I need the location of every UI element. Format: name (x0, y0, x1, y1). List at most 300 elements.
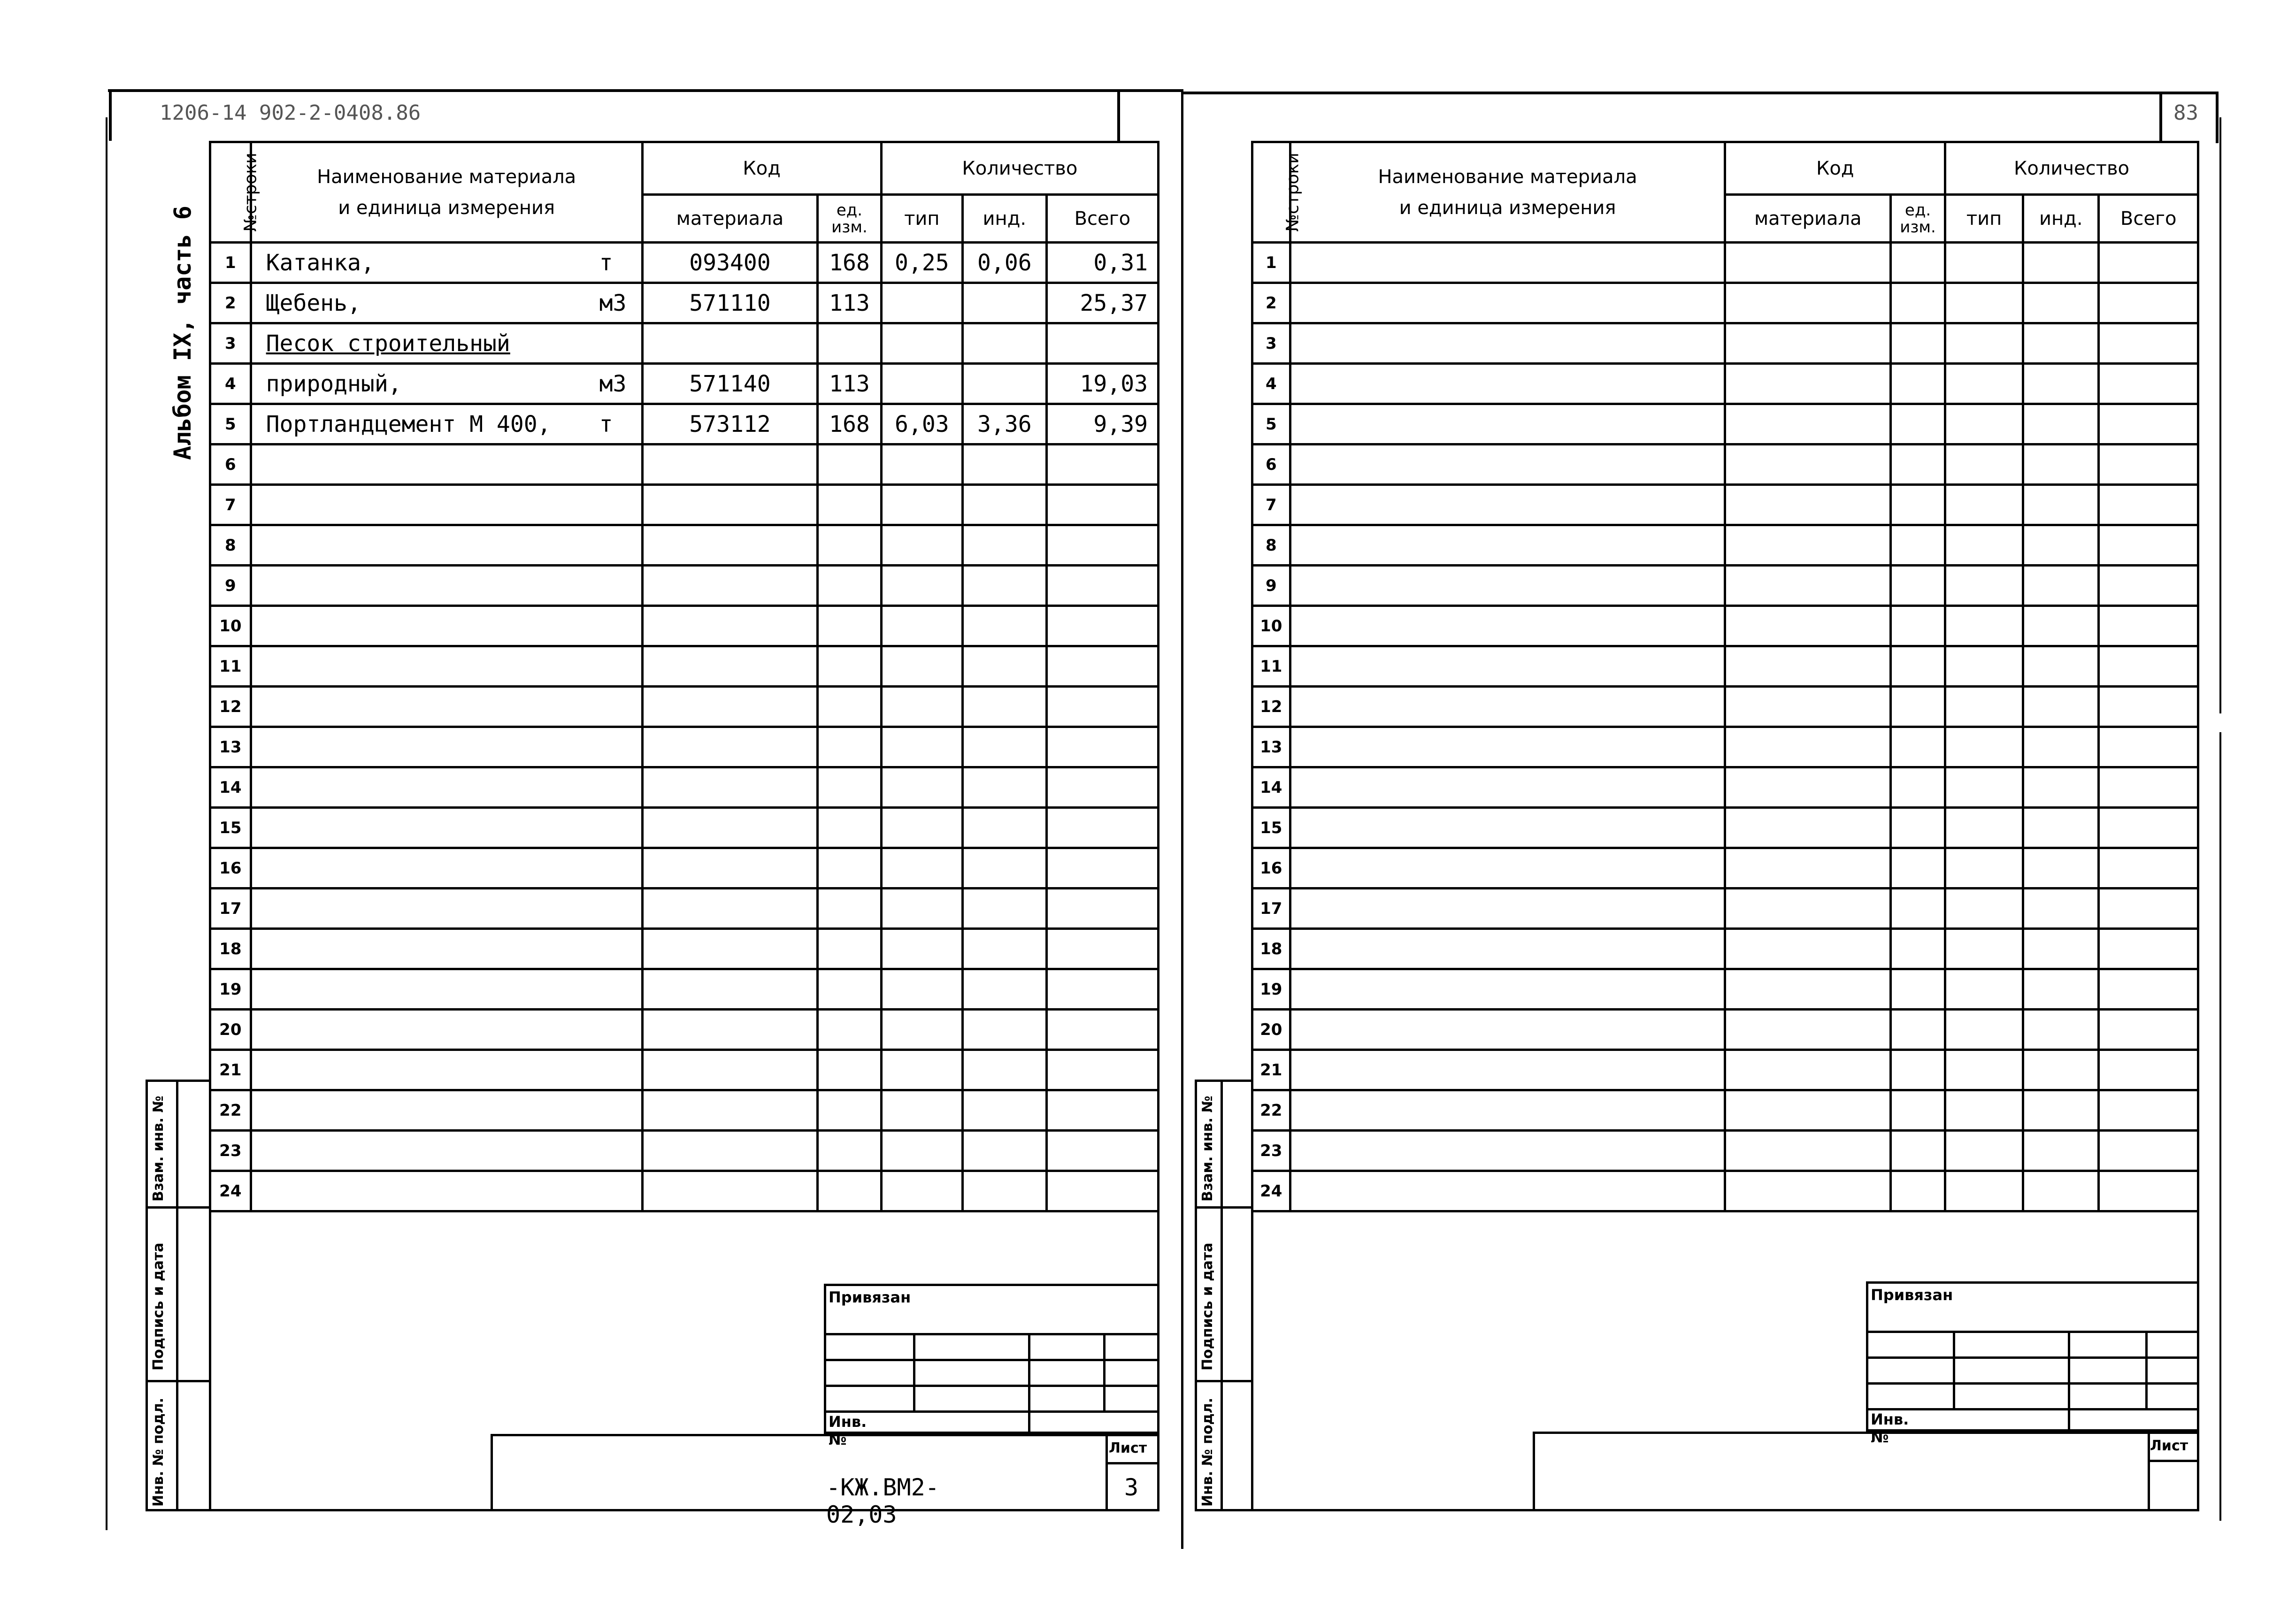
table-row (210, 969, 1159, 1010)
material-code (1725, 1090, 1891, 1131)
total-qty: 19,03 (1046, 364, 1158, 404)
total-qty (2099, 808, 2198, 848)
total-qty (1046, 767, 1158, 808)
total-qty (1046, 606, 1158, 646)
material-name-text: Катанка, (266, 249, 375, 276)
ind-qty (962, 525, 1046, 566)
ind-qty (2023, 929, 2099, 969)
album-label: Альбом IX, часть 6 (169, 206, 196, 460)
table-row (210, 808, 1159, 848)
row-number: 15 (1252, 808, 1290, 848)
code-header: Код (1725, 142, 1945, 195)
row-number: 13 (210, 727, 251, 767)
type-qty (1945, 283, 2023, 323)
unit-code (1891, 444, 1945, 485)
ind-qty (962, 969, 1046, 1010)
material-code (1725, 364, 1891, 404)
ind-qty (962, 1131, 1046, 1171)
total-qty (2099, 243, 2198, 283)
unit-code: 168 (818, 404, 881, 444)
row-number: 3 (1252, 323, 1290, 364)
table-row (1252, 364, 2198, 404)
material-name (251, 767, 642, 808)
material-name (1290, 848, 1725, 889)
material-name-text: природный, (266, 370, 402, 397)
type-qty (1945, 808, 2023, 848)
unit-code (1891, 243, 1945, 283)
total-qty (2099, 283, 2198, 323)
material-name (1290, 969, 1725, 1010)
type-qty (881, 364, 962, 404)
unit-code (1891, 848, 1945, 889)
material-code (1725, 929, 1891, 969)
left-title-block (491, 1434, 1159, 1511)
type-qty (881, 525, 962, 566)
total-qty (1046, 969, 1158, 1010)
right-vzam-label: Взам. инв. № (1199, 1095, 1216, 1202)
row-number: 8 (1252, 525, 1290, 566)
table-row (210, 1010, 1159, 1050)
total-qty (2099, 1090, 2198, 1131)
type-qty (1945, 404, 2023, 444)
table-row (210, 727, 1159, 767)
left-sheet-label: Лист (1109, 1440, 1147, 1456)
material-name (251, 283, 642, 323)
material-code (642, 566, 818, 606)
table-row (210, 646, 1159, 687)
unit-code (1891, 606, 1945, 646)
ind-qty (2023, 1090, 2099, 1131)
material-code (642, 646, 818, 687)
unit-code (818, 323, 881, 364)
material-code (642, 525, 818, 566)
table-row (1252, 485, 2198, 525)
quantity-header: Количество (881, 142, 1158, 195)
material-name (251, 727, 642, 767)
ind-qty (2023, 889, 2099, 929)
table-row (1252, 1090, 2198, 1131)
material-name (1290, 1050, 1725, 1090)
table-row (210, 444, 1159, 485)
table-row (1252, 929, 2198, 969)
material-name (251, 323, 642, 364)
material-name (1290, 444, 1725, 485)
unit-code (1891, 364, 1945, 404)
unit-code (1891, 687, 1945, 727)
unit-code: 113 (818, 364, 881, 404)
table-row (1252, 1010, 2198, 1050)
row-number: 14 (1252, 767, 1290, 808)
table-row (1252, 1171, 2198, 1211)
ind-qty (2023, 767, 2099, 808)
row-number: 10 (210, 606, 251, 646)
total-qty (2099, 485, 2198, 525)
unit-code (1891, 1050, 1945, 1090)
unit-code (818, 727, 881, 767)
material-name (1290, 606, 1725, 646)
unit-code (1891, 727, 1945, 767)
material-code (1725, 808, 1891, 848)
material-name (1290, 889, 1725, 929)
material-unit: т (599, 249, 613, 276)
unit-code (818, 1090, 881, 1131)
unit-code: 168 (818, 243, 881, 283)
row-number: 21 (210, 1050, 251, 1090)
material-name (1290, 767, 1725, 808)
type-qty (1945, 687, 2023, 727)
row-number: 7 (210, 485, 251, 525)
ind-qty (962, 1010, 1046, 1050)
material-code: 093400 (642, 243, 818, 283)
unit-code (1891, 646, 1945, 687)
material-name (251, 525, 642, 566)
left-materials-table (209, 141, 1159, 1212)
material-code (642, 969, 818, 1010)
total-qty: 9,39 (1046, 404, 1158, 444)
type-qty (881, 1010, 962, 1050)
type-qty (1945, 323, 2023, 364)
table-row (210, 848, 1159, 889)
row-number: 1 (1252, 243, 1290, 283)
material-name (251, 404, 642, 444)
right-materials-table (1251, 141, 2199, 1212)
type-qty (1945, 1010, 2023, 1050)
material-name (251, 566, 642, 606)
material-name (251, 1010, 642, 1050)
total-qty (2099, 848, 2198, 889)
type-qty (1945, 525, 2023, 566)
ind-qty (962, 485, 1046, 525)
ind-qty (962, 767, 1046, 808)
ind-qty (962, 646, 1046, 687)
type-qty (1945, 1131, 2023, 1171)
material-code (642, 1131, 818, 1171)
material-code (1725, 566, 1891, 606)
material-code (1725, 646, 1891, 687)
ind-qty (2023, 243, 2099, 283)
type-qty (881, 1050, 962, 1090)
unit-code (818, 929, 881, 969)
total-qty (2099, 767, 2198, 808)
total-qty (2099, 606, 2198, 646)
row-number: 6 (210, 444, 251, 485)
row-number: 1 (210, 243, 251, 283)
ind-qty (2023, 727, 2099, 767)
type-qty (881, 1090, 962, 1131)
material-name (1290, 243, 1725, 283)
material-code (1725, 323, 1891, 364)
material-code: 571140 (642, 364, 818, 404)
material-code (1725, 767, 1891, 808)
unit-code (818, 525, 881, 566)
table-row (1252, 889, 2198, 929)
material-name (1290, 525, 1725, 566)
material-name-header: Наименование материала и единица измерения (251, 142, 642, 243)
table-row (1252, 566, 2198, 606)
unit-code: 113 (818, 283, 881, 323)
total-qty (1046, 1131, 1158, 1171)
type-qty (881, 848, 962, 889)
unit-code (1891, 1010, 1945, 1050)
total-qty (1046, 444, 1158, 485)
total-qty (2099, 969, 2198, 1010)
material-code: 571110 (642, 283, 818, 323)
total-qty (2099, 646, 2198, 687)
ind-qty (2023, 404, 2099, 444)
row-number: 8 (210, 525, 251, 566)
total-qty (1046, 727, 1158, 767)
ind-qty (2023, 606, 2099, 646)
total-qty (1046, 929, 1158, 969)
unit-code (818, 687, 881, 727)
total-qty (2099, 1171, 2198, 1211)
table-row (1252, 404, 2198, 444)
row-number: 20 (1252, 1010, 1290, 1050)
material-code (642, 1050, 818, 1090)
unit-header: ед. изм. (818, 195, 881, 243)
type-qty (1945, 1050, 2023, 1090)
material-name (251, 485, 642, 525)
material-name-text: Портландцемент М 400, (266, 411, 551, 437)
material-code (1725, 1171, 1891, 1211)
type-qty (1945, 848, 2023, 889)
table-row (210, 606, 1159, 646)
unit-code (818, 606, 881, 646)
row-number: 4 (1252, 364, 1290, 404)
unit-code (1891, 767, 1945, 808)
type-qty (1945, 444, 2023, 485)
right-privyazan-label: Привязан (1871, 1286, 1953, 1304)
material-name (251, 364, 642, 404)
type-qty (881, 606, 962, 646)
material-name (251, 889, 642, 929)
type-qty (881, 283, 962, 323)
table-row (210, 566, 1159, 606)
total-qty (1046, 1050, 1158, 1090)
row-number: 2 (210, 283, 251, 323)
row-number: 16 (1252, 848, 1290, 889)
unit-code (818, 767, 881, 808)
row-number: 23 (1252, 1131, 1290, 1171)
table-row (1252, 646, 2198, 687)
unit-code (1891, 404, 1945, 444)
material-unit: т (599, 411, 613, 437)
table-row (1252, 808, 2198, 848)
row-number: 24 (1252, 1171, 1290, 1211)
type-qty (1945, 646, 2023, 687)
left-inv-label: Инв. № подл. (150, 1397, 167, 1507)
row-number: 22 (1252, 1090, 1290, 1131)
material-name (1290, 727, 1725, 767)
ind-qty (2023, 687, 2099, 727)
total-qty (2099, 1131, 2198, 1171)
ind-qty (962, 889, 1046, 929)
ind-qty (2023, 485, 2099, 525)
material-code (1725, 525, 1891, 566)
ind-qty (962, 929, 1046, 969)
type-qty (1945, 1090, 2023, 1131)
page-number: 83 (2173, 101, 2198, 125)
total-qty (1046, 525, 1158, 566)
material-code (642, 323, 818, 364)
total-qty (2099, 1010, 2198, 1050)
table-row (210, 1131, 1159, 1171)
ind-qty (962, 1050, 1046, 1090)
material-code (642, 1010, 818, 1050)
row-number: 9 (1252, 566, 1290, 606)
material-name (251, 646, 642, 687)
unit-code (818, 889, 881, 929)
material-name-text: Песок строительный (266, 330, 510, 357)
type-qty (881, 687, 962, 727)
material-code (642, 808, 818, 848)
total-qty (2099, 566, 2198, 606)
material-code (1725, 606, 1891, 646)
material-code (642, 1171, 818, 1211)
ind-qty (2023, 1171, 2099, 1211)
material-code (642, 929, 818, 969)
material-name (1290, 808, 1725, 848)
ind-qty (962, 364, 1046, 404)
ind-qty (962, 1171, 1046, 1211)
unit-code (818, 444, 881, 485)
left-privyazan-label: Привязан (829, 1288, 911, 1306)
ind-qty (2023, 848, 2099, 889)
material-name (251, 808, 642, 848)
row-number: 14 (210, 767, 251, 808)
ind-qty (962, 727, 1046, 767)
row-number: 12 (210, 687, 251, 727)
total-qty (2099, 687, 2198, 727)
material-name (1290, 485, 1725, 525)
unit-code (1891, 566, 1945, 606)
material-code (1725, 404, 1891, 444)
unit-header: ед. изм. (1891, 195, 1945, 243)
right-inv-no-label: Инв. № (1871, 1410, 1909, 1446)
material-code (642, 767, 818, 808)
unit-code (818, 1050, 881, 1090)
table-row (1252, 687, 2198, 727)
ind-qty (2023, 969, 2099, 1010)
material-code (1725, 1050, 1891, 1090)
ind-qty (2023, 1131, 2099, 1171)
total-qty: 0,31 (1046, 243, 1158, 283)
total-qty (2099, 1050, 2198, 1090)
ind-header: инд. (2023, 195, 2099, 243)
material-name (1290, 1171, 1725, 1211)
material-name (1290, 364, 1725, 404)
table-row (210, 243, 1159, 283)
table-row (210, 687, 1159, 727)
table-row (210, 404, 1159, 444)
row-number: 12 (1252, 687, 1290, 727)
type-header: тип (881, 195, 962, 243)
row-number: 9 (210, 566, 251, 606)
material-name (251, 929, 642, 969)
row-number: 19 (210, 969, 251, 1010)
row-number: 3 (210, 323, 251, 364)
table-row (1252, 727, 2198, 767)
unit-code (818, 1010, 881, 1050)
material-code (1725, 283, 1891, 323)
material-name (1290, 1131, 1725, 1171)
row-number: 15 (210, 808, 251, 848)
table-row (210, 889, 1159, 929)
material-name-header: Наименование материала и единица измерения (1290, 142, 1725, 243)
material-code (1725, 727, 1891, 767)
material-name (251, 1131, 642, 1171)
right-sheet-label: Лист (2150, 1438, 2188, 1454)
material-code (1725, 687, 1891, 727)
material-code (642, 1090, 818, 1131)
total-qty (1046, 1010, 1158, 1050)
ind-header: инд. (962, 195, 1046, 243)
unit-code (1891, 485, 1945, 525)
total-qty (2099, 444, 2198, 485)
material-name (251, 1090, 642, 1131)
table-row (210, 1050, 1159, 1090)
type-qty (881, 323, 962, 364)
type-qty (881, 969, 962, 1010)
row-number: 11 (210, 646, 251, 687)
row-number: 13 (1252, 727, 1290, 767)
unit-code (818, 485, 881, 525)
ind-qty (2023, 525, 2099, 566)
type-qty (1945, 1171, 2023, 1211)
type-qty (1945, 485, 2023, 525)
material-name (251, 444, 642, 485)
ind-qty (962, 848, 1046, 889)
table-row (210, 929, 1159, 969)
row-number: 22 (210, 1090, 251, 1131)
material-name-text: Щебень, (266, 290, 361, 316)
material-name (251, 1050, 642, 1090)
material-code (642, 444, 818, 485)
total-qty (2099, 929, 2198, 969)
unit-code (818, 566, 881, 606)
total-qty (2099, 364, 2198, 404)
material-name (1290, 404, 1725, 444)
table-row (210, 283, 1159, 323)
right-sign-label: Подпись и дата (1199, 1242, 1216, 1371)
material-code (1725, 485, 1891, 525)
type-qty (881, 566, 962, 606)
unit-code (1891, 889, 1945, 929)
ind-qty (2023, 1050, 2099, 1090)
material-name (251, 848, 642, 889)
row-number: 10 (1252, 606, 1290, 646)
material-code (1725, 848, 1891, 889)
unit-code (1891, 283, 1945, 323)
material-code-header: материала (642, 195, 818, 243)
type-qty (1945, 727, 2023, 767)
ind-qty (962, 808, 1046, 848)
table-row (210, 364, 1159, 404)
unit-code (1891, 1171, 1945, 1211)
material-code (642, 889, 818, 929)
total-qty (1046, 808, 1158, 848)
table-row (1252, 243, 2198, 283)
type-header: тип (1945, 195, 2023, 243)
row-number: 4 (210, 364, 251, 404)
left-sheet-number: 3 (1124, 1474, 1139, 1501)
row-number: 7 (1252, 485, 1290, 525)
type-qty (881, 808, 962, 848)
row-number: 20 (210, 1010, 251, 1050)
table-row (1252, 283, 2198, 323)
table-row (1252, 1050, 2198, 1090)
row-number: 24 (210, 1171, 251, 1211)
